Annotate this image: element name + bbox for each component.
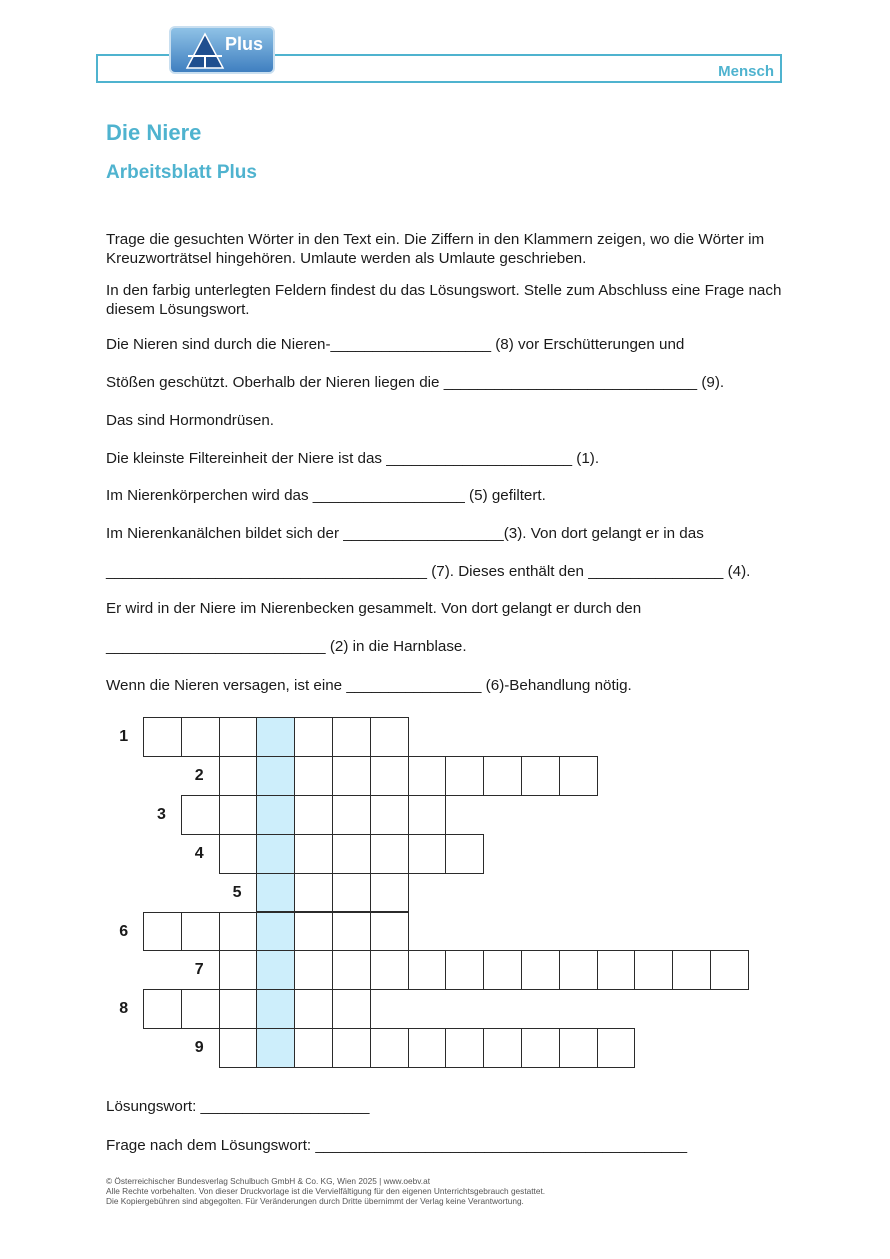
crossword-cell[interactable] <box>408 834 447 874</box>
crossword-cell[interactable] <box>332 873 371 913</box>
crossword-cell[interactable] <box>370 912 409 952</box>
crossword-cell[interactable] <box>294 873 333 913</box>
crossword-cell[interactable] <box>332 756 371 796</box>
instruction-1: Trage die gesuchten Wörter in den Text ein. Die Ziffern in den Klammern zeigen, wo die Wörter im Kreuzworträtsel hingehören. Umlaute werden als Umlaute geschrieben. <box>106 231 765 267</box>
cloze-line: Stößen geschützt. Oberhalb der Nieren liegen die ______________________________ (9). <box>106 374 725 391</box>
crossword-cell[interactable] <box>294 1028 333 1068</box>
clue-number: 3 <box>157 805 166 823</box>
cloze-line: Im Nierenkörperchen wird das __________________ (5) gefiltert. <box>106 487 546 504</box>
crossword-cell[interactable] <box>370 795 409 835</box>
crossword-cell[interactable] <box>483 1028 522 1068</box>
clue-number: 6 <box>119 922 129 940</box>
cloze-line: Die kleinste Filtereinheit der Niere ist das ______________________ (1). <box>106 450 600 467</box>
cloze-line: Das sind Hormondrüsen. <box>106 412 274 429</box>
clue-number: 7 <box>194 961 204 979</box>
footer-line: © Österreichischer Bundesverlag Schulbuch GmbH & Co. KG, Wien 2025 | www.oebv.at <box>106 1176 430 1186</box>
crossword-cell[interactable] <box>219 989 258 1029</box>
crossword-cell[interactable] <box>181 989 220 1029</box>
clue-number: 5 <box>232 883 242 901</box>
crossword-cell[interactable] <box>294 989 333 1029</box>
instruction-2: In den farbig unterlegten Feldern findest du das Lösungswort. Stelle zum Abschluss eine Frage nach diesem Lösungswort. <box>106 282 782 318</box>
crossword-cell[interactable] <box>219 717 258 757</box>
cloze-line: Im Nierenkanälchen bildet sich der ___________________(3). Von dort gelangt er in das <box>106 525 704 542</box>
pyramid-icon <box>185 32 225 70</box>
crossword-cell[interactable] <box>370 873 409 913</box>
crossword-cell[interactable] <box>634 950 673 990</box>
clue-number: 2 <box>194 766 204 784</box>
page-subtitle: Arbeitsblatt Plus <box>106 162 257 183</box>
crossword-cell[interactable] <box>332 1028 371 1068</box>
crossword-cell[interactable] <box>445 1028 484 1068</box>
crossword-cell[interactable] <box>445 834 484 874</box>
question-line: Frage nach dem Lösungswort: ____________________________________________ <box>106 1137 688 1154</box>
crossword-cell[interactable] <box>181 717 220 757</box>
crossword-cell[interactable] <box>483 756 522 796</box>
crossword-cell[interactable] <box>408 756 447 796</box>
crossword-cell[interactable] <box>559 950 598 990</box>
crossword-cell[interactable] <box>219 756 258 796</box>
crossword-cell[interactable] <box>521 950 560 990</box>
solution-cell[interactable] <box>256 1028 295 1068</box>
crossword-cell[interactable] <box>181 912 220 952</box>
crossword-cell[interactable] <box>597 950 636 990</box>
crossword-cell[interactable] <box>445 756 484 796</box>
crossword-cell[interactable] <box>408 1028 447 1068</box>
cloze-line: Die Nieren sind durch die Nieren-___________________ (8) vor Erschütterungen und <box>106 336 685 353</box>
clue-number: 1 <box>119 728 129 745</box>
clue-number: 8 <box>119 1000 129 1018</box>
crossword-cell[interactable] <box>219 1028 258 1068</box>
crossword-cell[interactable] <box>219 834 258 874</box>
footer-line: Die Kopiergebühren sind abgegolten. Für Veränderungen durch Dritte übernimmt der Verlag keine Verantwortung. <box>106 1196 524 1206</box>
crossword-cell[interactable] <box>219 795 258 835</box>
crossword-cell[interactable] <box>181 795 220 835</box>
crossword-cell[interactable] <box>445 950 484 990</box>
crossword-cell[interactable] <box>219 912 258 952</box>
crossword-cell[interactable] <box>143 912 182 952</box>
logo-text: Plus <box>225 34 264 54</box>
crossword-cell[interactable] <box>294 912 333 952</box>
cloze-line: Wenn die Nieren versagen, ist eine ________________ (6)-Behandlung nötig. <box>106 677 632 694</box>
crossword-cell[interactable] <box>521 756 560 796</box>
crossword-cell[interactable] <box>294 950 333 990</box>
crossword-cell[interactable] <box>219 950 258 990</box>
cloze-line: ______________________________________ (7). Dieses enthält den ________________ (4). <box>106 563 751 580</box>
crossword-cell[interactable] <box>710 950 749 990</box>
crossword-cell[interactable] <box>370 717 409 757</box>
crossword-cell[interactable] <box>597 1028 636 1068</box>
cloze-line: Er wird in der Niere im Nierenbecken gesammelt. Von dort gelangt er durch den <box>106 600 642 617</box>
crossword-cell[interactable] <box>332 950 371 990</box>
crossword-cell[interactable] <box>294 834 333 874</box>
solution-cell[interactable] <box>256 950 295 990</box>
cloze-line: __________________________ (2) in die Harnblase. <box>106 638 467 655</box>
crossword-cell[interactable] <box>332 717 371 757</box>
solution-word-line: Lösungswort: ____________________ <box>106 1098 370 1115</box>
crossword-cell[interactable] <box>672 950 711 990</box>
solution-cell[interactable] <box>256 756 295 796</box>
crossword-cell[interactable] <box>143 717 182 757</box>
crossword-cell[interactable] <box>294 756 333 796</box>
crossword-cell[interactable] <box>332 834 371 874</box>
crossword-cell[interactable] <box>143 989 182 1029</box>
crossword-cell[interactable] <box>332 989 371 1029</box>
copyright-footer <box>106 1176 545 1206</box>
clue-number: 9 <box>194 1039 204 1057</box>
page-title: Die Niere <box>106 120 202 145</box>
crossword-cell[interactable] <box>370 834 409 874</box>
crossword-cell[interactable] <box>332 912 371 952</box>
plus-logo <box>169 26 275 74</box>
solution-cell[interactable] <box>256 912 295 952</box>
solution-cell[interactable] <box>256 834 295 874</box>
crossword-cell[interactable] <box>408 950 447 990</box>
crossword-cell[interactable] <box>559 1028 598 1068</box>
crossword-cell[interactable] <box>559 756 598 796</box>
crossword-cell[interactable] <box>370 756 409 796</box>
crossword-cell[interactable] <box>332 795 371 835</box>
solution-cell[interactable] <box>256 989 295 1029</box>
crossword-cell[interactable] <box>370 950 409 990</box>
section-label: Mensch <box>718 63 774 80</box>
crossword-cell[interactable] <box>294 717 333 757</box>
crossword-cell[interactable] <box>408 795 447 835</box>
solution-cell[interactable] <box>256 795 295 835</box>
clue-number: 4 <box>194 844 204 862</box>
crossword-cell[interactable] <box>483 950 522 990</box>
solution-cell[interactable] <box>256 717 295 757</box>
crossword-cell[interactable] <box>294 795 333 835</box>
crossword-cell[interactable] <box>521 1028 560 1068</box>
footer-line: Alle Rechte vorbehalten. Von dieser Druckvorlage ist die Vervielfältigung für den eigenen Unterrichtsgebrauch gestattet. <box>106 1186 546 1196</box>
solution-cell[interactable] <box>256 873 295 913</box>
crossword-cell[interactable] <box>370 1028 409 1068</box>
